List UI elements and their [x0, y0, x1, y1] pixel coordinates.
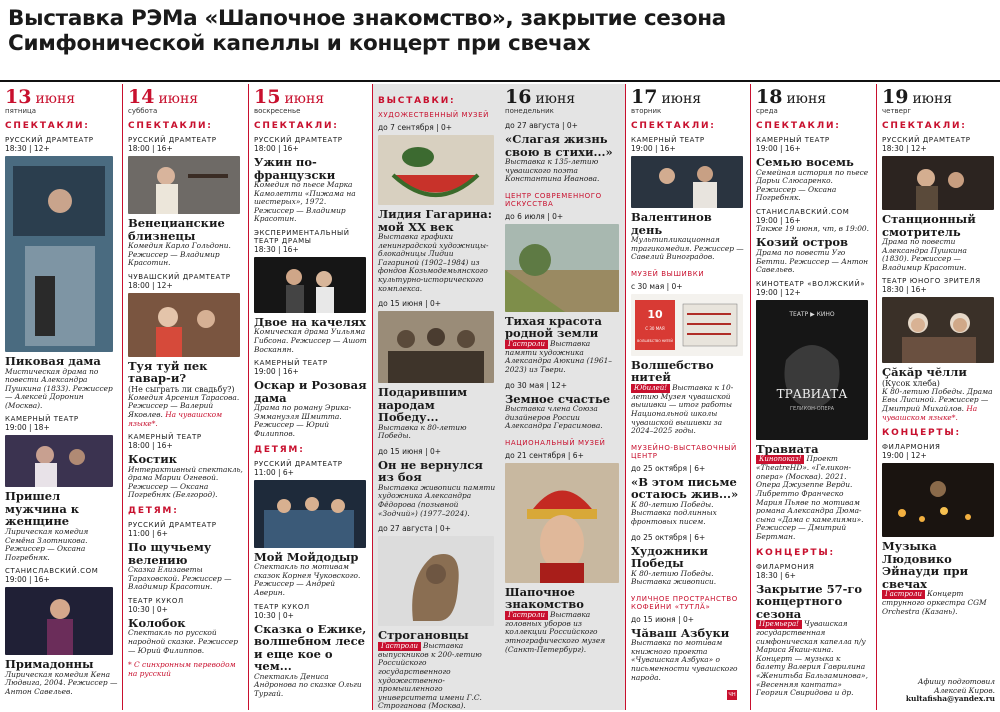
event-time: 18:30 | 16+ [254, 244, 299, 254]
event-title: Земное счастье [505, 391, 611, 406]
event-desc [505, 611, 621, 654]
event-title: Закрытие 57-го концертного сезона [756, 581, 863, 621]
venue: КАМЕРНЫЙ ТЕАТР [756, 136, 830, 144]
event-time: 19:00 | 16+ [254, 367, 299, 377]
event-time: 18:00 | 16+ [128, 441, 173, 451]
section-label: ВЫСТАВКИ: [378, 96, 456, 106]
event-title: Музыка Людовико Эйнауди при свечах [882, 539, 969, 591]
event-title: Чăваш Азбуки [631, 625, 730, 640]
event-desc: Лирическая комедия Кена Людвига, 2004. Режиссер — Антон Савельев. [5, 669, 118, 697]
event-time: 18:00 | 16+ [254, 144, 299, 153]
event-desc: Драма по повести Александра Пушкина (1830). Режиссер — Владимир Красотин. [882, 237, 967, 272]
day-number: 16 [505, 86, 532, 108]
event-time: 11:00 | 6+ [128, 529, 168, 539]
event-time: до 6 июля | 0+ [505, 211, 564, 221]
section-label: СПЕКТАКЛИ: [882, 121, 967, 131]
venue: ЭКСПЕРИМЕНТАЛЬНЫЙ ТЕАТР ДРАМЫ [254, 228, 350, 245]
day-number: 17 [631, 86, 658, 108]
event-desc: Спектакль по мотивам сказок Корнея Чуковского. Режиссер — Андрей Аверин. [254, 562, 361, 597]
weekday: среда [756, 107, 778, 115]
event-title: Станционный смотритель [882, 212, 976, 239]
headline-line-1: Выставка РЭМа «Шапочное знакомство», закрытие сезона [8, 6, 726, 31]
event-desc: К 80-летию Победы. Выставка подлинных фронтовых писем. [631, 499, 717, 526]
event-desc [378, 642, 496, 710]
day-number: 15 [254, 86, 281, 108]
event-title: Венецианские близнецы [128, 216, 225, 243]
photo-tuya-tui [128, 293, 240, 357]
section-label: ДЕТЯМ: [254, 444, 305, 455]
day-header [756, 86, 872, 108]
photo-strogonovtsy-sculpture [378, 536, 494, 626]
event-desc [631, 384, 746, 436]
month-label: июня [661, 91, 702, 107]
event-time: 11:00 | 6+ [254, 467, 294, 477]
photo-valentinov-den [631, 156, 743, 208]
event-title: Сказка о Ежике, волшебном лесе и еще кое о чем... [254, 621, 367, 673]
event-time: 18:30 | 12+ [5, 144, 50, 153]
venue: КАМЕРНЫЙ ТЕАТР [128, 433, 202, 442]
day-column-15 [249, 84, 372, 710]
event-title: Валентинов день [631, 210, 712, 237]
day-header [631, 86, 746, 108]
headline [8, 6, 993, 56]
museum-name: ХУДОЖЕСТВЕННЫЙ МУЗЕЙ [378, 111, 490, 119]
event-time: до 27 августа | 0+ [378, 524, 451, 534]
museum-name: МУЗЕЙНО-ВЫСТАВОЧНЫЙ ЦЕНТР [631, 443, 737, 460]
event-extra-time: Также 19 июня, чт, в 19:00. [756, 223, 869, 233]
publisher-mark: ЧН [728, 692, 736, 698]
event-title: Костик [128, 452, 178, 467]
venue: ТЕАТР КУКОЛ [128, 596, 184, 605]
event-time: 18:30 | 6+ [756, 570, 796, 580]
venue: КАМЕРНЫЙ ТЕАТР [631, 136, 705, 144]
event-desc [505, 340, 621, 375]
section-label: СПЕКТАКЛИ: [254, 121, 339, 131]
event-title: Подарившим народам Победу... [378, 385, 468, 425]
event-time: до 7 сентября | 0+ [378, 123, 453, 132]
event-desc [882, 590, 996, 616]
language-note: На чувашском языке*. [128, 409, 223, 428]
event-title: Колобок [128, 615, 186, 630]
event-title: «В этом письме остаюсь жив...» [631, 474, 739, 502]
event-title: Пришел мужчина к женщине [5, 489, 80, 529]
credits-line: Афишу подготовил [917, 677, 995, 686]
tour-badge: Гастроли [505, 340, 548, 349]
photo-moi-moidodyr [254, 480, 366, 548]
poster-title: ТРАВИАТА [776, 386, 848, 401]
event-title: Туя туй пек тавар-и? [128, 358, 208, 386]
venue: СТАНИСЛАВСКИЙ.COM [756, 207, 850, 216]
museum-name: УЛИЧНОЕ ПРОСТРАНСТВО КОФЕЙНИ «ТУТЛĂ» [631, 594, 738, 611]
venue: РУССКИЙ ДРАМТЕАТР [128, 136, 217, 144]
event-desc: Комедия Карло Гольдони. Режиссер — Владимир Красотин. [128, 241, 231, 268]
event-desc [882, 388, 996, 422]
tour-badge: Гастроли [505, 611, 548, 620]
event-time: 19:00 | 16+ [5, 575, 50, 585]
event-desc: Интерактивный спектакль, драма Марии Огневой. Режиссер — Оксана Погребняк (Белгород). [128, 464, 243, 500]
day-number: 18 [756, 86, 783, 108]
day-header [882, 86, 996, 108]
photo-prishel-muzhchina [5, 435, 113, 487]
venue: КИНОТЕАТР «ВОЛЖСКИЙ» [756, 279, 866, 288]
event-desc: Спектакль по русской народной сказке. Режиссер — Юрий Филиппов. [128, 628, 238, 655]
event-desc-text: Выставка к 10-летию Музея чувашской вышивки — итог работы Национальной школы чувашской вышивки за 2024–2025 годы. [631, 382, 734, 436]
section-label: КОНЦЕРТЫ: [756, 547, 835, 558]
day-column-17 [626, 84, 750, 710]
event-title: Мой Мойдодыр [254, 549, 359, 564]
event-title: Двое на качелях [254, 314, 367, 329]
event-desc-text: Выставка памяти художника Александра Аюкина (1961–2023) из Твери. [505, 338, 612, 374]
photo-stancionnyi-smotritel [882, 156, 994, 210]
event-time: 19:00 | 16+ [756, 215, 801, 225]
day-column-13 [0, 84, 122, 710]
event-time: 10:30 | 0+ [254, 610, 294, 620]
event-desc-text: Комедия Арсения Тарасова. Режиссер — Валерий Яковлев. [128, 392, 240, 419]
credits-author: Алексей Киров. [933, 685, 995, 695]
month-label: июня [158, 91, 199, 107]
event-time: до 15 июня | 0+ [631, 614, 695, 624]
venue: КАМЕРНЫЙ ТЕАТР [5, 415, 79, 424]
event-title: Козий остров [756, 235, 849, 250]
event-time: 19:00 | 16+ [756, 144, 801, 153]
event-desc: Драма по повести Уго Бетти. Режиссер — Антон Савельев. [756, 247, 869, 275]
event-time: 18:30 | 12+ [882, 144, 927, 153]
event-desc [756, 620, 872, 698]
event-time: 18:30 | 16+ [882, 285, 927, 295]
event-title: Шапочное знакомство [505, 584, 584, 612]
day-column-19 [877, 84, 1000, 710]
event-time: до 27 августа | 0+ [505, 121, 578, 130]
venue: ТЕАТР ЮНОГО ЗРИТЕЛЯ [882, 277, 981, 286]
headline-line-2: Симфонической капеллы и концерт при свечах [8, 31, 591, 56]
event-desc-text: Концерт струнного оркестра CGM Orchestra (Казань). [882, 589, 987, 616]
event-time: 18:00 | 12+ [128, 280, 173, 290]
venue: ЧУВАШСКИЙ ДРАМТЕАТР [128, 272, 231, 281]
event-desc: Драма по роману Эрика-Эммануэля Шмитта. Режиссер — Юрий Филиппов. [254, 403, 352, 439]
event-time: до 21 сентября | 6+ [505, 450, 584, 460]
photo-venecianskie-bliznecy [128, 156, 240, 214]
month-label: июня [912, 91, 953, 107]
exhibitions-column [373, 84, 500, 710]
event-desc: Сказка Елизаветы Тараховской. Режиссер — Владимир Красотин. [128, 565, 232, 592]
event-title: Семью восемь [756, 155, 854, 169]
event-desc: Выставка к 135-летию чувашского поэта Константина Иванова. [505, 157, 600, 184]
credits [880, 678, 995, 704]
event-desc: Комическая драма Уильяма Гибсона. Режиссер — Ашот Восканян. [254, 327, 367, 354]
event-desc: Лирическая комедия Семёна Злотникова. Режиссер — Оксана Погребняк. [5, 526, 89, 562]
poster-years: 10 [647, 307, 663, 321]
section-label: СПЕКТАКЛИ: [128, 121, 213, 131]
event-title: «Слагая жизнь свою в стихи...» [505, 132, 613, 159]
event-desc [756, 455, 872, 541]
event-desc: Мультипликационная трагикомедия. Режиссер — Савелий Виноградов. [631, 235, 744, 262]
poster-traviata [756, 300, 868, 440]
venue: ФИЛАРМОНИЯ [882, 443, 941, 452]
event-desc: Выставка по мотивам книжного проекта «Чувашская Азбука» о письменности чувашского народа. [631, 638, 738, 682]
event-desc-text: Выставка выпускников к 200-летию Российского государственного художественно-промышленного университета имени Г.С. Строганова (Москва). [378, 640, 482, 710]
event-time: 19:00 | 18+ [5, 423, 50, 433]
event-title: Лидия Гагарина: мой XX век [378, 207, 492, 234]
event-title: Çăкăр чĕлли [882, 365, 967, 380]
weekday: вторник [631, 107, 662, 115]
museum-name: МУЗЕЙ ВЫШИВКИ [631, 269, 705, 278]
event-desc: Комедия по пьесе Марка Камолетти «Пижама на шестерых», 1972. Режиссер — Владимир Красотин. [254, 180, 356, 224]
month-label: июня [535, 91, 576, 107]
event-desc-text: Выставка головных уборов из коллекции Российского этнографического музея (Санкт-Петербург). [505, 609, 606, 654]
day-header [5, 86, 118, 108]
event-title: Оскар и Розовая дама [254, 378, 367, 405]
event-desc: Спектакль Дениса Андронова по сказке Ольги Тургай. [254, 671, 362, 698]
screening-badge: Кинопоказ! [756, 455, 804, 464]
event-subtitle: (Не сыграть ли свадьбу?) [128, 384, 235, 394]
day-column-18 [751, 84, 876, 710]
venue: РУССКИЙ ДРАМТЕАТР [128, 521, 217, 530]
venue: ФИЛАРМОНИЯ [756, 562, 815, 571]
photo-dvoe-na-kachelyah [254, 257, 366, 313]
weekday: четверг [882, 107, 912, 115]
event-desc: Выставка живописи памяти художника Александра Фёдорова (позывной «Зодчий») (1977–2024). [378, 482, 496, 518]
weekday: суббота [128, 107, 158, 115]
top-rule [0, 80, 1000, 82]
event-time: с 30 мая | 0+ [631, 281, 683, 291]
event-title: Художники Победы [631, 543, 709, 571]
photo-candlelight-concert [882, 463, 994, 537]
photo-watermelon-still-life [378, 135, 494, 205]
translation-footnote: * С синхронным переводом на русский [128, 660, 236, 678]
day-column-14 [123, 84, 248, 710]
day-header [505, 86, 621, 108]
event-time: до 25 октября | 6+ [631, 463, 706, 473]
poster-subtitle: ГЕЛИКОН-ОПЕРА [789, 405, 835, 412]
day-number: 13 [5, 86, 32, 108]
section-label: СПЕКТАКЛИ: [5, 121, 90, 131]
venue: РУССКИЙ ДРАМТЕАТР [5, 136, 94, 144]
event-time: 19:00 | 16+ [631, 144, 676, 153]
event-title: Волшебство нитей [631, 357, 714, 385]
event-desc: К 80-летию Победы. Выставка живописи. [631, 568, 717, 587]
event-title: Примадонны [5, 657, 94, 672]
section-label: ДЕТЯМ: [128, 506, 179, 517]
venue: КАМЕРНЫЙ ТЕАТР [254, 359, 328, 368]
event-title: По щучьему велению [128, 540, 212, 567]
day-number: 19 [882, 86, 909, 108]
poster-volshebstvo-nitei [631, 294, 743, 356]
event-subtitle: (Кусок хлеба) [882, 378, 940, 388]
event-time: 18:00 | 16+ [128, 144, 173, 153]
day-header [128, 86, 244, 108]
photo-landscape-painting [505, 224, 619, 312]
venue: РУССКИЙ ДРАМТЕАТР [254, 459, 343, 468]
month-label: июня [35, 91, 76, 107]
event-desc-text: Проект «TheatreHD». «Геликон-опера» (Москва). 2021. Опера Джузеппе Верди. Либретто Франческо Мария Пьяве по мотивам романа Александра Дюма-сына «Дама с камелиями». Режиссер — Дмитрий Бертман. [756, 454, 864, 541]
poster-brand: ТЕАТР ▶ КИНО [789, 310, 835, 318]
day-header [254, 86, 368, 108]
month-label: июня [284, 91, 325, 107]
venue: РУССКИЙ ДРАМТЕАТР [254, 136, 343, 144]
event-desc [128, 394, 244, 428]
event-time: 10:30 | 0+ [128, 604, 168, 614]
museum-name: НАЦИОНАЛЬНЫЙ МУЗЕЙ [505, 438, 606, 447]
event-title: Тихая красота родной земли [505, 313, 602, 341]
language-note: На чувашском языке*. [882, 404, 978, 422]
event-title: Травиата [756, 441, 819, 456]
poster-date: С 30 МАЯ [645, 325, 665, 331]
weekday: пятница [5, 107, 37, 115]
venue: СТАНИСЛАВСКИЙ.COM [5, 567, 99, 576]
venue: ТЕАТР КУКОЛ [254, 602, 310, 611]
section-label: СПЕКТАКЛИ: [756, 121, 841, 131]
venue: РУССКИЙ ДРАМТЕАТР [882, 136, 971, 144]
section-label: СПЕКТАКЛИ: [631, 121, 716, 131]
event-desc: Выставка графики ленинградской художницы-блокадницы Лидии Гагариной (1902–1984) из фондов Козьмодемьянского культурно-исторического комплекса. [378, 232, 489, 293]
event-desc: Выставка к 80-летию Победы. [378, 422, 467, 441]
day-column-16 [500, 84, 625, 710]
museum-name: ЦЕНТР СОВРЕМЕННОГО ИСКУССТВА [505, 191, 602, 208]
day-number: 14 [128, 86, 155, 108]
event-time: 19:00 | 12+ [756, 287, 801, 297]
event-time: до 30 мая | 12+ [505, 380, 567, 390]
event-time: до 15 июня | 0+ [378, 299, 442, 309]
credits-email[interactable]: kultafisha@yandex.ru [905, 694, 995, 703]
event-time: до 25 октября | 6+ [631, 532, 706, 542]
event-desc-text: К 80-летию Победы. Драма Евы Лисиной. Режиссер — Дмитрий Михайлов. [882, 386, 993, 414]
event-title: Ужин по-французски [254, 155, 336, 182]
month-label: июня [786, 91, 827, 107]
weekday: понедельник [505, 107, 554, 115]
premiere-badge: Премьера! [756, 620, 802, 629]
event-desc: Мистическая драма по повести Александра Пушкина (1833). Режиссер — Алексей Доронин (Москва). [5, 366, 113, 410]
event-time: 19:00 | 12+ [882, 451, 927, 461]
photo-pikovaya-dama [5, 156, 113, 352]
photo-headdress [505, 463, 619, 583]
section-label: КОНЦЕРТЫ: [882, 428, 961, 439]
photo-primadonny [5, 587, 113, 655]
weekday: воскресенье [254, 107, 301, 115]
event-title: Строгановцы [378, 628, 469, 643]
poster-brand: ВОЛШЕБСТВО НИТЕЙ [637, 338, 673, 343]
tour-badge: Гастроли [378, 642, 421, 651]
event-title: Он не вернулся из боя [378, 457, 483, 485]
photo-sakar-chelli [882, 297, 994, 363]
event-desc: Семейная история по пьесе Дарьи Слюсаренко. Режиссер — Оксана Погребняк. [756, 167, 869, 203]
photo-war-veterans [378, 311, 494, 383]
tour-badge: Гастроли [882, 590, 925, 599]
event-desc: Выставка члена Союза дизайнеров России Александра Герасимова. [505, 404, 603, 431]
event-time: до 15 июня | 0+ [378, 446, 442, 456]
event-desc-text: Чувашская государственная симфоническая капелла п/у Мариса Якаш-кина. Концерт — музыка к балету Валерия Гаврилина «Женитьба Бальзаминова», «Весенняя кантата» Георгия Свиридова и др. [756, 619, 868, 698]
event-title: Пиковая дама [5, 354, 101, 368]
jubilee-badge: Юбилей! [631, 384, 670, 393]
